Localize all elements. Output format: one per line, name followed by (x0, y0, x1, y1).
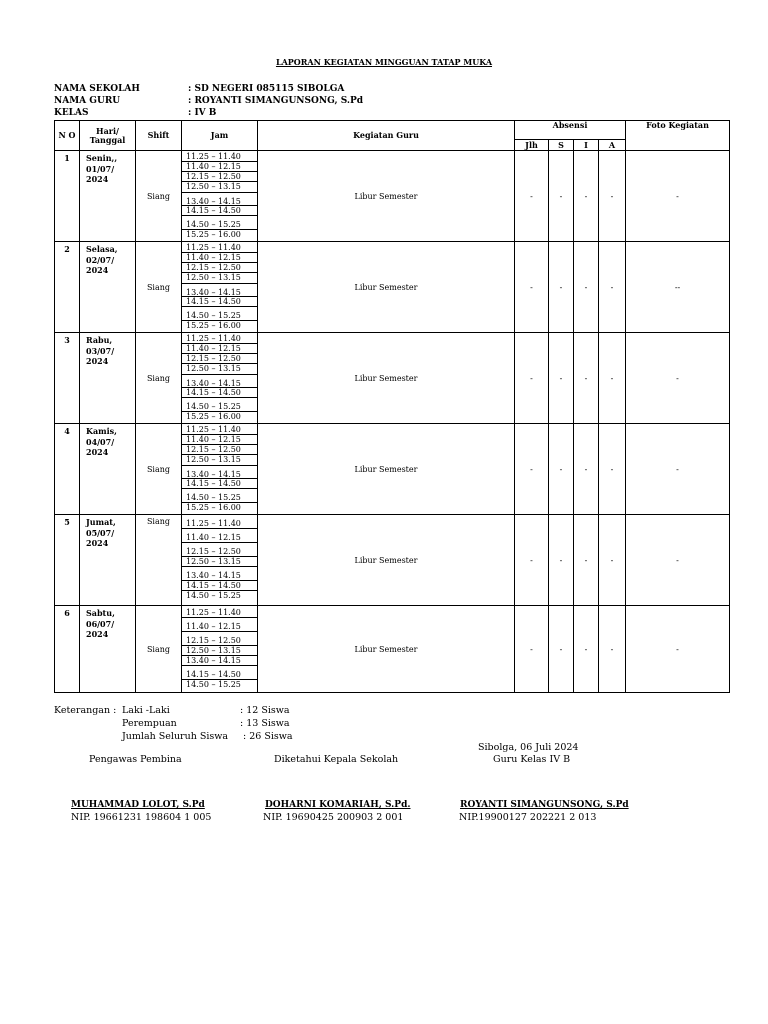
row-alpa: - (599, 333, 626, 424)
principal-role: Diketahui Kepala Sekolah (274, 754, 399, 765)
table-row (55, 333, 730, 424)
row-jam-list (182, 333, 258, 424)
row-jlh: - (515, 606, 549, 693)
row-jlh: - (515, 151, 549, 242)
notes-label: Keterangan : (54, 705, 117, 716)
row-photo: - (626, 606, 730, 693)
row-alpa: - (599, 606, 626, 693)
row-sakit: - (549, 606, 574, 693)
jam-slot: 11.25 – 11.40 (182, 425, 257, 435)
row-shift: Siang (136, 151, 182, 242)
row-izin: - (574, 151, 599, 242)
row-shift: Siang (136, 515, 182, 606)
teacher-value: : ROYANTI SIMANGUNSONG, S.Pd (188, 96, 364, 106)
jam-slot: 13.40 – 14.15 (182, 466, 257, 480)
row-izin: - (574, 606, 599, 693)
jam-slot: 14.50 – 15.25 (186, 679, 241, 689)
col-day: Hari/ Tanggal (80, 121, 136, 151)
jam-slot: 14.15 – 14.50 (182, 479, 257, 489)
row-number: 2 (55, 242, 80, 333)
table-row (55, 151, 730, 242)
jam-slot: 11.25 – 11.40 (182, 152, 257, 162)
jam-slot: 11.40 – 12.15 (182, 529, 257, 543)
jam-slot: 12.15 – 12.50 (182, 543, 257, 557)
school-label: NAMA SEKOLAH (54, 84, 140, 94)
row-shift: Siang (136, 424, 182, 515)
row-activity: Libur Semester (258, 151, 515, 242)
class-value: : IV B (188, 108, 217, 118)
jam-slot: 15.25 – 16.00 (186, 321, 241, 331)
total-value: : 26 Siswa (243, 731, 293, 742)
teacher-nip: NIP.19900127 202221 2 013 (459, 812, 597, 823)
jam-slot: 14.50 – 15.25 (182, 398, 257, 412)
col-jam: Jam (182, 121, 258, 151)
row-jlh: - (515, 515, 549, 606)
jam-slot: 12.50 – 13.15 (182, 455, 257, 465)
activity-table (54, 120, 730, 693)
col-a: A (599, 140, 626, 151)
row-jam-list (182, 424, 258, 515)
row-day: Selasa, 02/07/ 2024 (80, 242, 136, 333)
jam-slot: 14.50 – 15.25 (182, 216, 257, 230)
principal-name: DOHARNI KOMARIAH, S.Pd. (265, 800, 411, 810)
jam-slot: 14.15 – 14.50 (182, 297, 257, 307)
row-day: Kamis, 04/07/ 2024 (80, 424, 136, 515)
report-title: LAPORAN KEGIATAN MINGGUAN TATAP MUKA (275, 57, 493, 67)
supervisor-nip: NIP. 19661231 198604 1 005 (71, 812, 212, 823)
row-alpa: - (599, 151, 626, 242)
supervisor-role: Pengawas Pembina (89, 754, 182, 765)
col-s: S (549, 140, 574, 151)
jam-slot: 11.40 – 12.15 (182, 162, 257, 172)
jam-slot: 11.25 – 11.40 (182, 519, 257, 529)
row-photo: -- (626, 242, 730, 333)
jam-slot: 13.40 – 14.15 (182, 375, 257, 389)
row-photo: - (626, 333, 730, 424)
row-alpa: - (599, 424, 626, 515)
table-row (55, 424, 730, 515)
row-sakit: - (549, 424, 574, 515)
row-alpa: - (599, 515, 626, 606)
col-i: I (574, 140, 599, 151)
jam-slot: 12.15 – 12.50 (182, 445, 257, 455)
jam-slot: 11.40 – 12.15 (182, 253, 257, 263)
jam-slot: 12.50 – 13.15 (182, 273, 257, 283)
jam-slot: 12.50 – 13.15 (182, 557, 257, 567)
jam-slot: 14.50 – 15.25 (186, 590, 241, 600)
jam-slot: 13.40 – 14.15 (182, 656, 257, 666)
table-row (55, 242, 730, 333)
total-label: Jumlah Seluruh Siswa (122, 731, 229, 742)
row-shift: Siang (136, 242, 182, 333)
jam-slot: 13.40 – 14.15 (182, 567, 257, 581)
row-jam-list (182, 242, 258, 333)
jam-slot: 12.15 – 12.50 (182, 172, 257, 182)
jam-slot: 13.40 – 14.15 (182, 193, 257, 207)
row-izin: - (574, 515, 599, 606)
row-number: 1 (55, 151, 80, 242)
row-number: 3 (55, 333, 80, 424)
jam-slot: 12.50 – 13.15 (182, 364, 257, 374)
col-photo: Foto Kegiatan (626, 121, 730, 151)
row-jlh: - (515, 333, 549, 424)
place-date: Sibolga, 06 Juli 2024 (478, 742, 579, 753)
row-activity: Libur Semester (258, 242, 515, 333)
jam-slot: 12.50 – 13.15 (182, 182, 257, 192)
jam-slot: 14.15 – 14.50 (182, 581, 257, 591)
jam-slot: 12.15 – 12.50 (182, 632, 257, 646)
row-shift: Siang (136, 606, 182, 693)
row-izin: - (574, 333, 599, 424)
jam-slot: 11.25 – 11.40 (182, 608, 257, 618)
row-jam-list (182, 606, 258, 693)
row-number: 5 (55, 515, 80, 606)
table-row (55, 515, 730, 606)
jam-slot: 15.25 – 16.00 (186, 503, 241, 513)
col-activity: Kegiatan Guru (258, 121, 515, 151)
jam-slot: 15.25 – 16.00 (186, 230, 241, 240)
table-row (55, 606, 730, 693)
male-value: : 12 Siswa (240, 705, 290, 716)
row-number: 6 (55, 606, 80, 693)
female-label: Perempuan (122, 718, 177, 729)
row-sakit: - (549, 515, 574, 606)
jam-slot: 14.15 – 14.50 (182, 206, 257, 216)
jam-slot: 11.25 – 11.40 (182, 334, 257, 344)
row-activity: Libur Semester (258, 424, 515, 515)
row-day: Rabu, 03/07/ 2024 (80, 333, 136, 424)
row-photo: - (626, 515, 730, 606)
jam-slot: 12.50 – 13.15 (182, 646, 257, 656)
teacher-label: NAMA GURU (54, 96, 121, 106)
row-jam-list (182, 151, 258, 242)
jam-slot: 12.15 – 12.50 (182, 263, 257, 273)
row-jlh: - (515, 424, 549, 515)
jam-slot: 14.50 – 15.25 (182, 489, 257, 503)
jam-slot: 14.50 – 15.25 (182, 307, 257, 321)
row-activity: Libur Semester (258, 333, 515, 424)
row-number: 4 (55, 424, 80, 515)
male-label: Laki -Laki (122, 705, 170, 716)
col-jlh: Jlh (515, 140, 549, 151)
jam-slot: 14.15 – 14.50 (182, 666, 257, 680)
row-day: Jumat, 05/07/ 2024 (80, 515, 136, 606)
row-sakit: - (549, 151, 574, 242)
teacher-role: Guru Kelas IV B (493, 754, 571, 765)
row-activity: Libur Semester (258, 515, 515, 606)
jam-slot: 11.25 – 11.40 (182, 243, 257, 253)
row-photo: - (626, 151, 730, 242)
school-value: : SD NEGERI 085115 SIBOLGA (188, 84, 345, 94)
principal-nip: NIP. 19690425 200903 2 001 (263, 812, 404, 823)
row-day: Senin,, 01/07/ 2024 (80, 151, 136, 242)
female-value: : 13 Siswa (240, 718, 290, 729)
row-shift: Siang (136, 333, 182, 424)
jam-slot: 14.15 – 14.50 (182, 388, 257, 398)
jam-slot: 11.40 – 12.15 (182, 435, 257, 445)
teacher-name: ROYANTI SIMANGUNSONG, S.Pd (460, 800, 629, 810)
jam-slot: 12.15 – 12.50 (182, 354, 257, 364)
row-activity: Libur Semester (258, 606, 515, 693)
row-jam-list (182, 515, 258, 606)
row-izin: - (574, 242, 599, 333)
row-sakit: - (549, 242, 574, 333)
supervisor-name: MUHAMMAD LOLOT, S.Pd (71, 800, 205, 810)
jam-slot: 11.40 – 12.15 (182, 618, 257, 632)
report-header (0, 83, 768, 123)
row-jlh: - (515, 242, 549, 333)
row-photo: - (626, 424, 730, 515)
col-no: N O (55, 121, 80, 151)
row-sakit: - (549, 333, 574, 424)
row-alpa: - (599, 242, 626, 333)
jam-slot: 13.40 – 14.15 (182, 284, 257, 298)
class-label: KELAS (54, 108, 89, 118)
row-izin: - (574, 424, 599, 515)
row-day: Sabtu, 06/07/ 2024 (80, 606, 136, 693)
jam-slot: 11.40 – 12.15 (182, 344, 257, 354)
col-shift: Shift (136, 121, 182, 151)
col-absensi: Absensi (515, 121, 626, 140)
jam-slot: 15.25 – 16.00 (186, 412, 241, 422)
